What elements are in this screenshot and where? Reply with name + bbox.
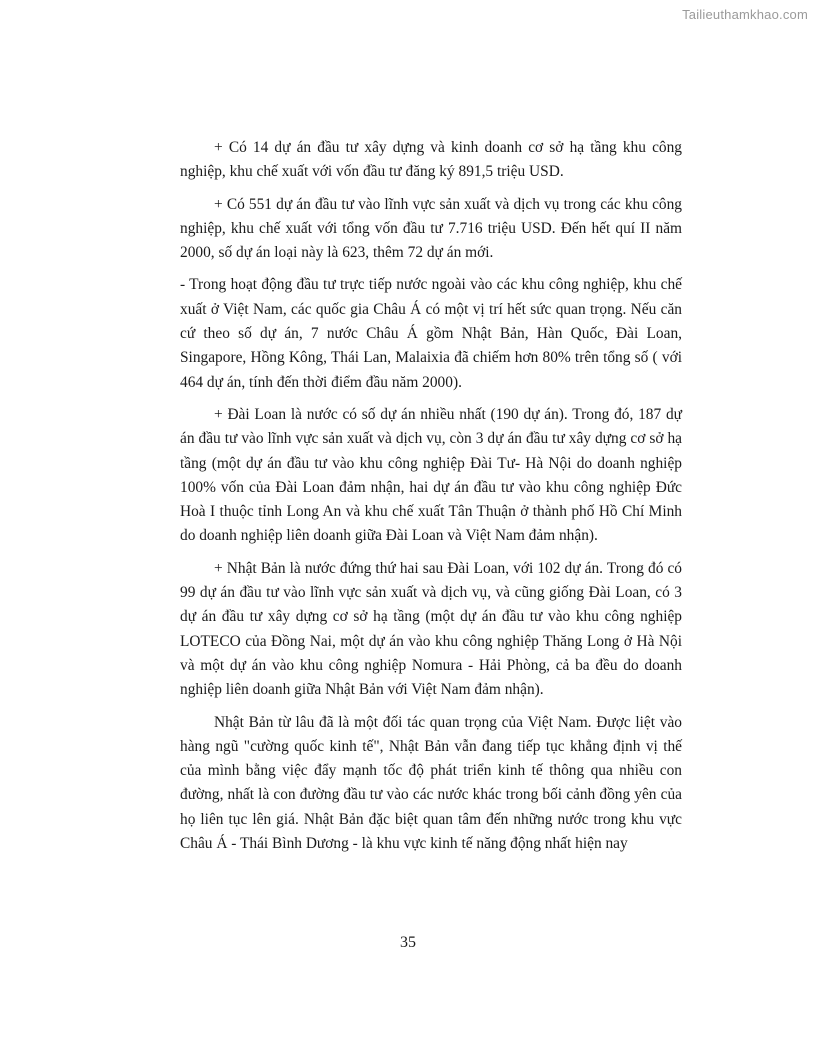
paragraph-2: + Có 551 dự án đầu tư vào lĩnh vực sản xuất và dịch vụ trong các khu công nghiệp, khu chế xuất với tổng vốn đầu tư 7.716 triệu USD. Đến hết quí II năm 2000, số dự án loại này là 623, thêm 72 dự án mới.: [180, 195, 682, 262]
paragraph-1: + Có 14 dự án đầu tư xây dựng và kinh doanh cơ sở hạ tầng khu công nghiệp, khu chế xuất với vốn đầu tư đăng ký 891,5 triệu USD.: [180, 139, 682, 181]
document-body: [180, 136, 682, 864]
paragraph-6: Nhật Bản từ lâu đã là một đối tác quan trọng của Việt Nam. Được liệt vào hàng ngũ "cường quốc kinh tế", Nhật Bản vẫn đang tiếp tục khẳng định vị thế của mình bằng việc đẩy mạnh tốc độ phát triển kinh tế thông qua nhiều con đường, nhất là con đường đầu tư vào các nước khác trong bối cảnh đồng yên của họ liên tục lên giá. Nhật Bản đặc biệt quan tâm đến những nước trong khu vực Châu Á - Thái Bình Dương - là khu vực kinh tế năng động nhất hiện nay: [180, 713, 682, 853]
paragraph-5: + Nhật Bản là nước đứng thứ hai sau Đài Loan, với 102 dự án. Trong đó có 99 dự án đầu tư vào lĩnh vực sản xuất và dịch vụ, và cũng giống Đài Loan, có 3 dự án đầu tư xây dựng cơ sở hạ tầng (một dự án đầu tư vào khu công nghiệp LOTECO của Đồng Nai, một dự án vào khu công nghiệp Thăng Long ở Hà Nội và một dự án vào khu công nghiệp Nomura - Hải Phòng, cả ba đều do doanh nghiệp liên doanh giữa Nhật Bản với Việt Nam đảm nhận).: [180, 559, 682, 699]
watermark: Tailieuthamkhao.com: [682, 7, 808, 22]
paragraph-4: + Đài Loan là nước có số dự án nhiều nhất (190 dự án). Trong đó, 187 dự án đầu tư vào lĩnh vực sản xuất và dịch vụ, còn 3 dự án đầu tư xây dựng cơ sở hạ tầng (một dự án đầu tư vào khu công nghiệp Đài Tư- Hà Nội do doanh nghiệp 100% vốn của Đài Loan đảm nhận, hai dự án đầu tư vào khu công nghiệp Đức Hoà I thuộc tỉnh Long An và khu chế xuất Tân Thuận ở thành phố Hồ Chí Minh do doanh nghiệp liên doanh giữa Đài Loan và Việt Nam đảm nhận).: [180, 405, 682, 545]
paragraph-3: - Trong hoạt động đầu tư trực tiếp nước ngoài vào các khu công nghiệp, khu chế xuất ở Việt Nam, các quốc gia Châu Á có một vị trí hết sức quan trọng. Nếu căn cứ theo số dự án, 7 nước Châu Á gồm Nhật Bản, Hàn Quốc, Đài Loan, Singapore, Hồng Kông, Thái Lan, Malaixia đã chiếm hơn 80% trên tổng số ( với 464 dự án, tính đến thời điểm đầu năm 2000).: [180, 276, 682, 391]
page-number: 35: [400, 934, 416, 951]
